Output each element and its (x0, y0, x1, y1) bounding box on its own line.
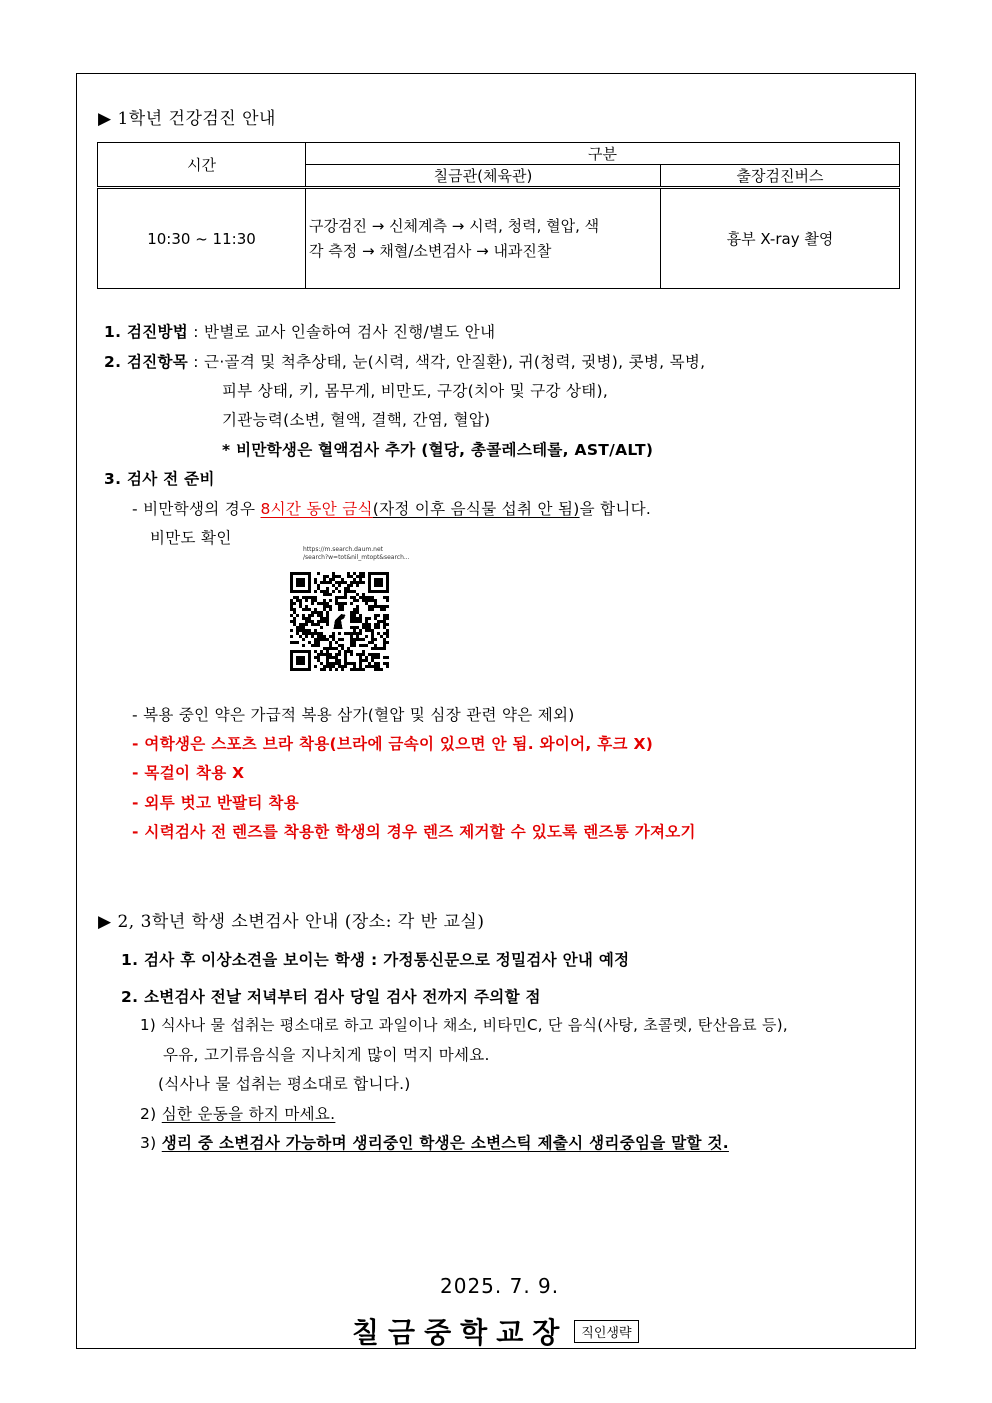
prep-outer: - 외투 벗고 반팔티 착용 (132, 794, 299, 812)
urine-item1: 1. 검사 후 이상소견을 보이는 학생 : 가정통신문으로 정밀검사 안내 예정 (121, 951, 630, 969)
prep-bra: - 여학생은 스포츠 브라 착용(브라에 금속이 있으면 안 됨. 와이어, 후크 X) (132, 735, 654, 753)
header-group: 구분 (306, 143, 900, 165)
header-bus: 출장검진버스 (661, 165, 900, 188)
urine-sub2-num: 2) (140, 1105, 162, 1123)
urine-item2: 2. 소변검사 전날 저녁부터 검사 당일 검사 전까지 주의할 점 (121, 988, 541, 1006)
prep-lens: - 시력검사 전 렌즈를 착용한 학생의 경우 렌즈 제거할 수 있도록 렌즈통 가져오기 (132, 823, 696, 841)
prep-meds: - 복용 중인 약은 가급적 복용 삼가(혈압 및 심장 관련 약은 제외) (132, 706, 575, 724)
prep-fast-underline: (자정 이후 음식물 섭취 안 됨) (372, 500, 580, 518)
method-text: : 반별로 교사 인솔하여 검사 진행/별도 안내 (193, 323, 496, 341)
prep-label: 3. 검사 전 준비 (104, 470, 215, 488)
signature-block (352, 1311, 639, 1351)
method-label: 1. 검진방법 (104, 323, 189, 341)
items-row (104, 350, 705, 372)
prep-necklace: - 목걸이 착용 X (132, 764, 245, 782)
prep-bmi: 비만도 확인 (150, 529, 232, 547)
prep-fast-pre: - 비만학생의 경우 (132, 500, 261, 518)
urine-sub1-line3: (식사나 물 섭취는 평소대로 합니다.) (158, 1075, 411, 1093)
cell-time: 10:30 ~ 11:30 (98, 188, 306, 289)
section2-title: ▶ 2, 3학년 학생 소변검사 안내 (장소: 각 반 교실) (98, 912, 485, 932)
cell-hall-line2: 각 측정 → 채혈/소변검사 → 내과진찰 (309, 241, 552, 260)
prep-fast-post: 을 합니다. (579, 500, 652, 518)
items-label: 2. 검진항목 (104, 353, 189, 371)
principal-signature: 칠금중학교장 (352, 1316, 569, 1349)
section1-title: ▶ 1학년 건강검진 안내 (98, 109, 276, 129)
items-line2: 피부 상태, 키, 몸무게, 비만도, 구강(치아 및 구강 상태), (222, 382, 609, 400)
qr-url-line2: /search?w=tot&nil_mtopt&search... (303, 554, 410, 561)
prep-fast-red: 8시간 동안 금식 (260, 500, 373, 518)
method-row (104, 320, 495, 342)
urine-sub1-line2: 우유, 고기류음식을 지나치게 많이 먹지 마세요. (163, 1046, 490, 1064)
seal-omitted-stamp: 직인생략 (574, 1320, 638, 1343)
prep-fast (132, 497, 651, 519)
qr-code-image[interactable] (290, 572, 389, 671)
urine-sub2 (140, 1102, 335, 1124)
cell-hall (306, 188, 661, 289)
cell-bus: 흉부 X-ray 촬영 (661, 188, 900, 289)
items-line1: : 근·골격 및 척추상태, 눈(시력, 색각, 안질환), 귀(청력, 귓병), 콧병, 목병, (193, 353, 706, 371)
schedule-table (97, 142, 900, 289)
urine-sub2-text: 심한 운동을 하지 마세요. (161, 1105, 336, 1123)
document-date: 2025. 7. 9. (440, 1274, 560, 1298)
cell-hall-line1: 구강검진 → 신체계측 → 시력, 청력, 혈압, 색 (309, 216, 600, 235)
header-time: 시간 (98, 143, 306, 188)
urine-sub3-num: 3) (140, 1134, 162, 1152)
items-line3: 기관능력(소변, 혈액, 결핵, 간염, 혈압) (222, 411, 491, 429)
qr-url-line1: https://m.search.daum.net (303, 546, 383, 553)
urine-sub1-line1: 1) 식사나 물 섭취는 평소대로 하고 과일이나 채소, 비타민C, 단 음식(사탕, 초콜렛, 탄산음료 등), (140, 1016, 788, 1034)
items-note: * 비만학생은 혈액검사 추가 (혈당, 총콜레스테롤, AST/ALT) (222, 441, 654, 459)
urine-sub3-text: 생리 중 소변검사 가능하며 생리중인 학생은 소변스틱 제출시 생리중임을 말할 것. (161, 1134, 729, 1152)
header-hall: 칠금관(체육관) (306, 165, 661, 188)
qr-url (303, 546, 410, 562)
urine-sub3 (140, 1131, 729, 1153)
